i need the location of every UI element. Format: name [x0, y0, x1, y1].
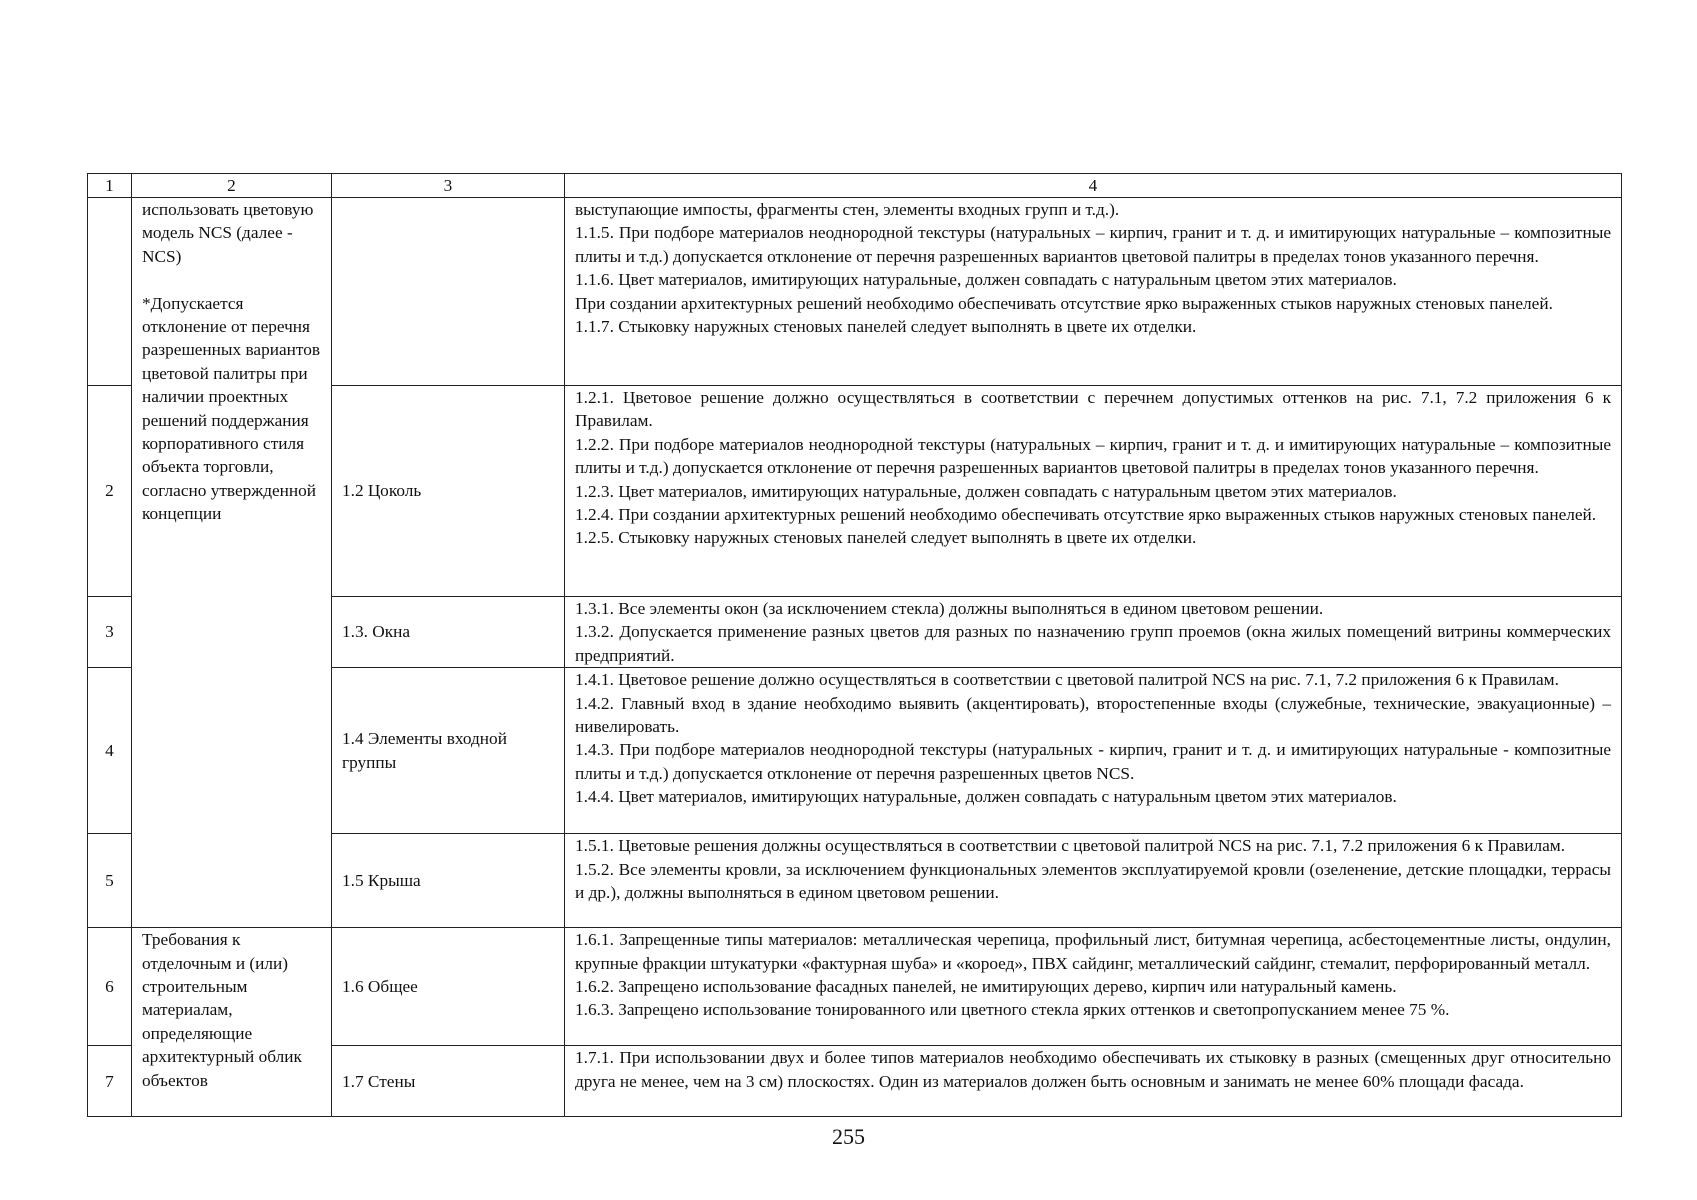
element-cell	[332, 198, 565, 386]
row-number: 2	[88, 386, 132, 597]
table-row	[88, 928, 1622, 1046]
requirements-cell	[565, 386, 1622, 597]
requirement-text: 1.2.4. При создании архитектурных решений необходимо обеспечивать отсутствие ярко выраженных стыков наружных стеновых панелей.	[575, 505, 1597, 525]
criteria-color-text: использовать цветовую модель NCS (далее - NCS)	[142, 200, 314, 266]
requirement-text: 1.2.2. При подборе материалов неоднородной текстуры (натуральных – кирпич, гранит и т. д. и имитирующих натуральные – композитные плиты и т.д.) допускается отклонение от перечня разрешенных вариантов цветовой палитры в пределах тонов указанного перечня.	[575, 434, 1611, 478]
requirement-text: 1.1.5. При подборе материалов неоднородной текстуры (натуральных – кирпич, гранит и т. д. и имитирующих натуральные – композитные плиты и т.д.) допускается отклонение от перечня разрешенных вариантов цветовой палитры в пределах тонов указанного перечня.	[575, 223, 1611, 266]
requirement-text: При создании архитектурных решений необходимо обеспечивать отсутствие ярко выраженных стыков наружных стеновых панелей.	[575, 293, 1553, 313]
requirement-text: 1.1.7. Стыковку наружных стеновых панелей следует выполнять в цвете их отделки.	[575, 317, 1197, 337]
element-cell: 1.5 Крыша	[332, 834, 565, 928]
requirement-text: 1.5.1. Цветовые решения должны осуществляться в соответствии с цветовой палитрой NCS на рис. 7.1, 7.2 приложения 6 к Правилам.	[575, 836, 1566, 856]
element-cell: 1.7 Стены	[332, 1046, 565, 1117]
requirement-text: 1.5.2. Все элементы кровли, за исключением функциональных элементов эксплуатируемой кровли (озеленение, детские площадки, террасы и др.), должны выполняться в едином цветовом решении.	[575, 859, 1611, 903]
criteria-materials-cell	[132, 928, 332, 1117]
element-cell: 1.4 Элементы входной группы	[332, 668, 565, 834]
header-row	[88, 174, 1622, 198]
header-col-2: 2	[132, 174, 332, 198]
requirement-text: 1.1.6. Цвет материалов, имитирующих натуральные, должен совпадать с натуральным цветом этих материалов.	[575, 270, 1397, 290]
requirements-cell	[565, 928, 1622, 1046]
page-number: 255	[832, 1124, 865, 1149]
requirement-text: 1.6.2. Запрещено использование фасадных панелей, не имитирующих дерево, кирпич или натуральный камень.	[575, 977, 1397, 997]
element-cell: 1.2 Цоколь	[332, 386, 565, 597]
requirements-cell	[565, 597, 1622, 668]
requirements-cell	[565, 668, 1622, 834]
criteria-materials-text: Требования к отделочным и (или) строительным материалам, определяющие архитектурный облик объектов	[142, 930, 302, 1090]
requirement-text: 1.3.1. Все элементы окон (за исключением стекла) должны выполняться в едином цветовом решении.	[575, 599, 1324, 618]
requirement-text: 1.3.2. Допускается применение разных цветов для разных по назначению групп проемов (окна жилых помещений витрины коммерческих предприятий.	[575, 622, 1611, 665]
requirement-text: 1.4.2. Главный вход в здание необходимо выявить (акцентировать), второстепенные входы (служебные, технические, эвакуационные) – нивелировать.	[575, 693, 1611, 737]
requirements-cell	[565, 834, 1622, 928]
header-col-1: 1	[88, 174, 132, 198]
row-number: 5	[88, 834, 132, 928]
requirement-text: выступающие импосты, фрагменты стен, элементы входных групп и т.д.).	[575, 200, 1120, 219]
criteria-color-note: *Допускается отклонение от перечня разрешенных вариантов цветовой палитры при наличии проектных решений поддержания корпоративного стиля объекта торговли, согласно утвержденной концепции	[142, 293, 321, 524]
requirement-text: 1.4.1. Цветовое решение должно осуществляться в соответствии с цветовой палитрой NCS на рис. 7.1, 7.2 приложения 6 к Правилам.	[575, 670, 1559, 690]
row-number: 3	[88, 597, 132, 668]
table-row	[88, 198, 1622, 386]
requirement-text: 1.2.3. Цвет материалов, имитирующих натуральные, должен совпадать с натуральным цветом этих материалов.	[575, 481, 1397, 501]
row-number: 4	[88, 668, 132, 834]
requirements-cell	[565, 198, 1622, 386]
requirement-text: 1.4.3. При подборе материалов неоднородной текстуры (натуральных - кирпич, гранит и т. д. и имитирующих натуральные - композитные плиты и т.д.) допускается отклонение от перечня разрешенных цветов NCS.	[575, 740, 1611, 783]
row-number	[88, 198, 132, 386]
requirements-table	[87, 173, 1622, 1117]
requirement-text: 1.6.3. Запрещено использование тонированного или цветного стекла ярких оттенков и светопропусканием менее 75 %.	[575, 1000, 1450, 1020]
requirement-text: 1.6.1. Запрещенные типы материалов: металлическая черепица, профильный лист, битумная черепица, асбестоцементные листы, ондулин, крупные фракции штукатурки «фактурная шуба» и «короед», ПВХ сайдинг, металлический сайдинг, стемалит, перфорированный металл.	[575, 930, 1611, 973]
requirement-text: 1.4.4. Цвет материалов, имитирующих натуральные, должен совпадать с натуральным цветом этих материалов.	[575, 787, 1397, 807]
row-number: 6	[88, 928, 132, 1046]
row-number: 7	[88, 1046, 132, 1117]
requirement-text: 1.2.5. Стыковку наружных стеновых панелей следует выполнять в цвете их отделки.	[575, 528, 1197, 548]
element-cell: 1.3. Окна	[332, 597, 565, 668]
requirement-text: 1.7.1. При использовании двух и более типов материалов необходимо обеспечивать их стыковку в разных (смещенных друг относительно друга не менее, чем на 3 см) плоскостях. Один из материалов должен быть основным и занимать не менее 60% площади фасада.	[575, 1048, 1611, 1091]
element-cell: 1.6 Общее	[332, 928, 565, 1046]
requirements-cell	[565, 1046, 1622, 1117]
requirement-text: 1.2.1. Цветовое решение должно осуществляться в соответствии с перечнем допустимых оттенков на рис. 7.1, 7.2 приложения 6 к Правилам.	[575, 388, 1611, 431]
criteria-color-cell	[132, 198, 332, 928]
header-col-3: 3	[332, 174, 565, 198]
header-col-4: 4	[565, 174, 1622, 198]
